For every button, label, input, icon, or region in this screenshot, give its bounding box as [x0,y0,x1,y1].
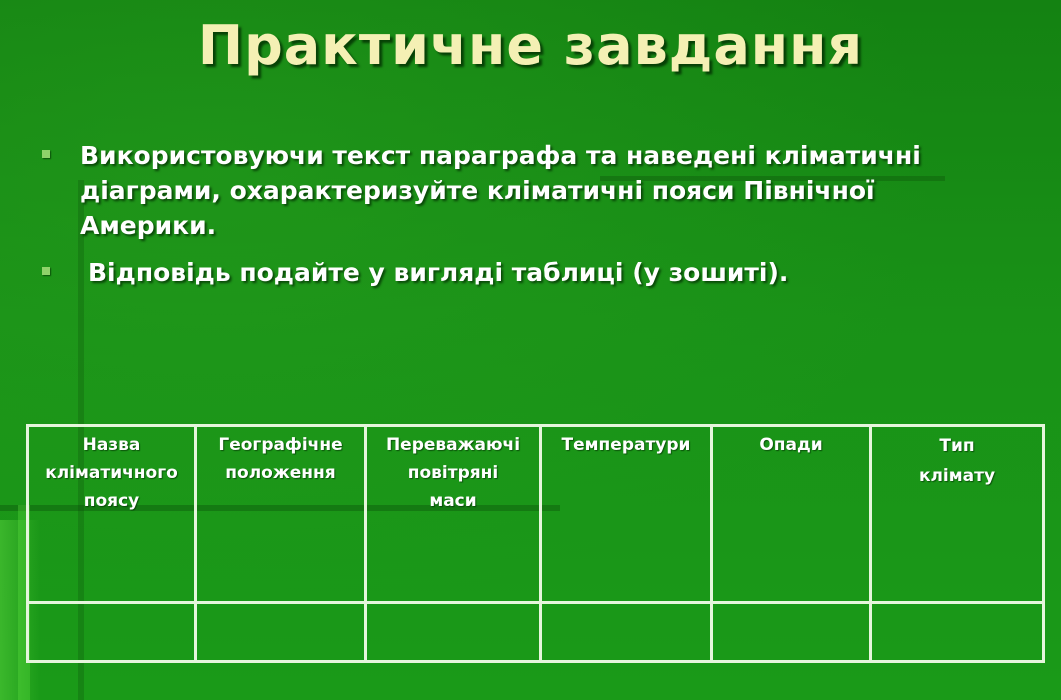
table-row [28,603,1044,662]
column-header-climate-zone [28,426,196,603]
square-bullet-icon [42,150,50,158]
column-header-label: Географічне положення [218,435,343,483]
table-cell [196,603,366,662]
column-header-location [196,426,366,603]
square-bullet-icon [42,267,50,275]
bullet-item [38,255,998,290]
climate-table [26,424,1045,663]
climate-table-container [26,424,1042,663]
bullet-item [38,138,998,243]
table-cell [366,603,541,662]
column-header-precipitation [712,426,871,603]
bullet-text: Відповідь подайте у вигляді таблиці (у зошиті). [88,258,789,287]
column-header-label: Назва кліматичного поясу [45,435,178,511]
table-cell [712,603,871,662]
bullet-text: Використовуючи текст параграфа та наведені кліматичні діаграми, охарактеризуйте кліматичні пояси Північної Америки. [80,141,921,240]
column-header-label: Опади [759,435,823,455]
table-cell [871,603,1044,662]
column-header-air-masses [366,426,541,603]
table-header-row [28,426,1044,603]
column-header-temperatures [541,426,712,603]
column-header-label: Температури [561,435,691,455]
bullet-list [38,138,998,290]
table-cell [28,603,196,662]
column-header-label: Тип клімату [918,436,996,486]
slide-title: Практичне завдання [197,14,864,77]
column-header-climate-type [871,426,1044,603]
table-cell [541,603,712,662]
column-header-label: Переважаючі повітряні маси [385,435,521,511]
